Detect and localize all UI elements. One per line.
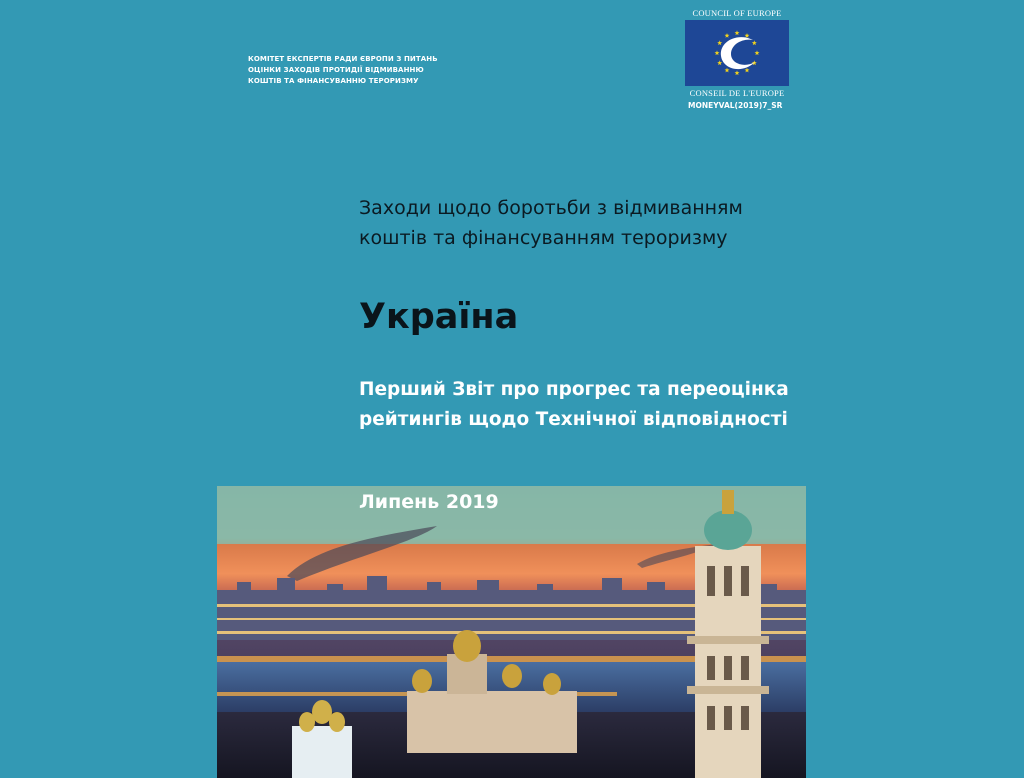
logo-bottom-text: CONSEIL DE L'EUROPE	[689, 88, 785, 98]
report-title-line-1: Перший Звіт про прогрес та переоцінка	[359, 379, 789, 400]
committee-line-3: КОШТІВ ТА ФІНАНСУВАННЮ ТЕРОРИЗМУ	[248, 77, 419, 85]
star-icon	[752, 40, 757, 45]
committee-name	[248, 54, 438, 87]
star-icon	[725, 33, 730, 38]
committee-line-1: КОМІТЕТ ЕКСПЕРТІВ РАДИ ЄВРОПИ З ПИТАНЬ	[248, 55, 438, 63]
document-subtitle	[359, 193, 743, 253]
kyiv-cityscape-photo	[217, 486, 806, 778]
council-of-europe-logo	[685, 8, 789, 98]
report-title	[359, 375, 789, 435]
star-icon	[735, 30, 740, 35]
star-icon	[735, 70, 740, 75]
star-icon	[715, 50, 720, 55]
document-reference: MONEYVAL(2019)7_SR	[688, 101, 783, 110]
subtitle-line-1: Заходи щодо боротьби з відмиванням	[359, 197, 743, 219]
star-icon	[745, 68, 750, 73]
report-date: Липень 2019	[359, 491, 499, 513]
star-icon	[717, 40, 722, 45]
star-icon	[725, 68, 730, 73]
report-title-line-2: рейтингів щодо Технічної відповідності	[359, 409, 788, 430]
committee-line-2: ОЦІНКИ ЗАХОДІВ ПРОТИДІЇ ВІДМИВАННЮ	[248, 66, 424, 74]
logo-top-text: COUNCIL OF EUROPE	[692, 8, 782, 18]
stars-circle-icon	[685, 20, 789, 86]
star-icon	[745, 33, 750, 38]
country-title: Україна	[359, 297, 519, 337]
logo-emblem	[685, 20, 789, 86]
subtitle-line-2: коштів та фінансуванням тероризму	[359, 227, 728, 249]
star-icon	[755, 50, 760, 55]
star-icon	[752, 60, 757, 65]
star-icon	[717, 60, 722, 65]
